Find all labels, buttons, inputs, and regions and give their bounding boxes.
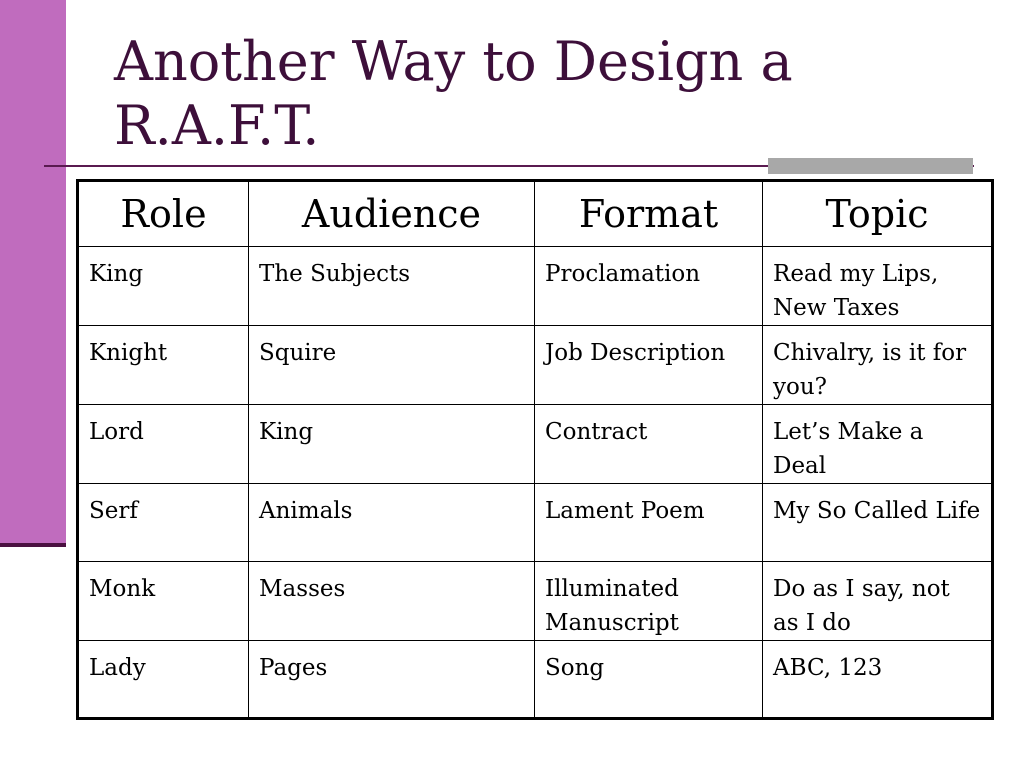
side-bar-edge [0, 543, 66, 547]
cell-topic: Chivalry, is it for you? [763, 326, 993, 405]
header-audience: Audience [249, 181, 535, 247]
table-row [78, 326, 993, 405]
cell-role: Serf [78, 484, 249, 562]
cell-role: Lord [78, 405, 249, 484]
raft-table [76, 179, 994, 720]
cell-role: Lady [78, 641, 249, 719]
table-row [78, 562, 993, 641]
cell-format: Job Description [535, 326, 763, 405]
cell-format: Illuminated Manuscript [535, 562, 763, 641]
cell-topic: Do as I say, not as I do [763, 562, 993, 641]
accent-bar [768, 158, 973, 174]
cell-topic: Read my Lips, New Taxes [763, 247, 993, 326]
table-row [78, 641, 993, 719]
table-row [78, 484, 993, 562]
cell-topic: My So Called Life [763, 484, 993, 562]
table-header-row [78, 181, 993, 247]
cell-audience: Squire [249, 326, 535, 405]
header-role: Role [78, 181, 249, 247]
cell-role: King [78, 247, 249, 326]
cell-format: Proclamation [535, 247, 763, 326]
cell-audience: The Subjects [249, 247, 535, 326]
cell-format: Song [535, 641, 763, 719]
header-format: Format [535, 181, 763, 247]
cell-format: Contract [535, 405, 763, 484]
table-row [78, 405, 993, 484]
slide-title: Another Way to Design a R.A.F.T. [114, 30, 793, 157]
cell-audience: Animals [249, 484, 535, 562]
cell-topic: Let’s Make a Deal [763, 405, 993, 484]
cell-role: Knight [78, 326, 249, 405]
decorative-side-bar [0, 0, 66, 545]
cell-audience: King [249, 405, 535, 484]
cell-format: Lament Poem [535, 484, 763, 562]
cell-role: Monk [78, 562, 249, 641]
table-row [78, 247, 993, 326]
header-topic: Topic [763, 181, 993, 247]
cell-audience: Masses [249, 562, 535, 641]
cell-topic: ABC, 123 [763, 641, 993, 719]
cell-audience: Pages [249, 641, 535, 719]
